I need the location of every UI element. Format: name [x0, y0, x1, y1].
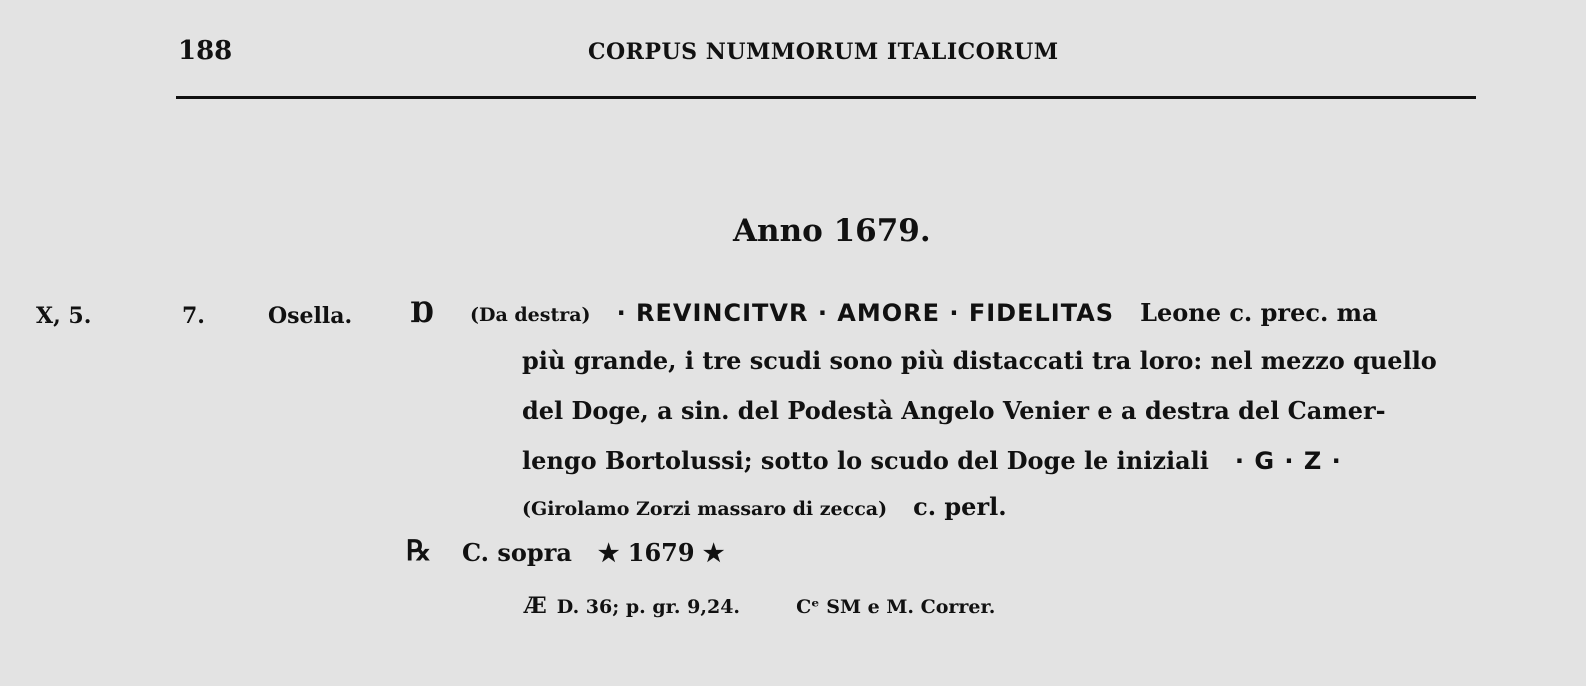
obverse-direction: (Da destra) — [470, 304, 591, 326]
page-number: 188 — [178, 36, 233, 66]
diameter-weight: D. 36; p. gr. 9,24. — [556, 596, 741, 618]
obverse-border: c. perl. — [913, 492, 1007, 521]
plate-reference: X, 5. — [36, 303, 92, 329]
running-head: CORPUS NUMMORUM ITALICORUM — [588, 39, 1059, 65]
reverse-text: C. sopra — [462, 538, 572, 567]
coin-metadata — [524, 593, 995, 619]
obverse-line-1-tail: Leone c. prec. ma — [1140, 298, 1378, 327]
obverse-line-2: più grande, i tre scudi sono più distaccati tra loro: nel mezzo quello — [522, 346, 1437, 375]
obverse-note: (Girolamo Zorzi massaro di zecca) — [522, 498, 888, 520]
metal-symbol: Æ — [524, 593, 547, 619]
obverse-mark: Ɒ — [410, 296, 434, 329]
coin-type: Osella. — [268, 303, 353, 329]
obverse-initials: · G · Z · — [1234, 447, 1342, 475]
obverse-legend: · REVINCITVR · AMORE · FIDELITAS — [616, 299, 1115, 327]
obverse-line-4-text: lengo Bortolussi; sotto lo scudo del Doge le iniziali — [522, 446, 1209, 475]
collections: Cᵉ SM e M. Correr. — [796, 596, 996, 618]
reverse-date-legend: ★ 1679 ★ — [597, 538, 725, 567]
header-rule — [176, 96, 1476, 99]
obverse-line-1 — [470, 298, 1378, 327]
reverse-line — [462, 538, 724, 567]
obverse-line-4 — [522, 446, 1342, 475]
year-heading: Anno 1679. — [733, 213, 931, 249]
reverse-mark: ℞ — [406, 534, 432, 567]
obverse-line-3: del Doge, a sin. del Podestà Angelo Venier e a destra del Camer- — [522, 396, 1386, 425]
obverse-line-5 — [522, 492, 1007, 521]
entry-number: 7. — [182, 303, 205, 329]
